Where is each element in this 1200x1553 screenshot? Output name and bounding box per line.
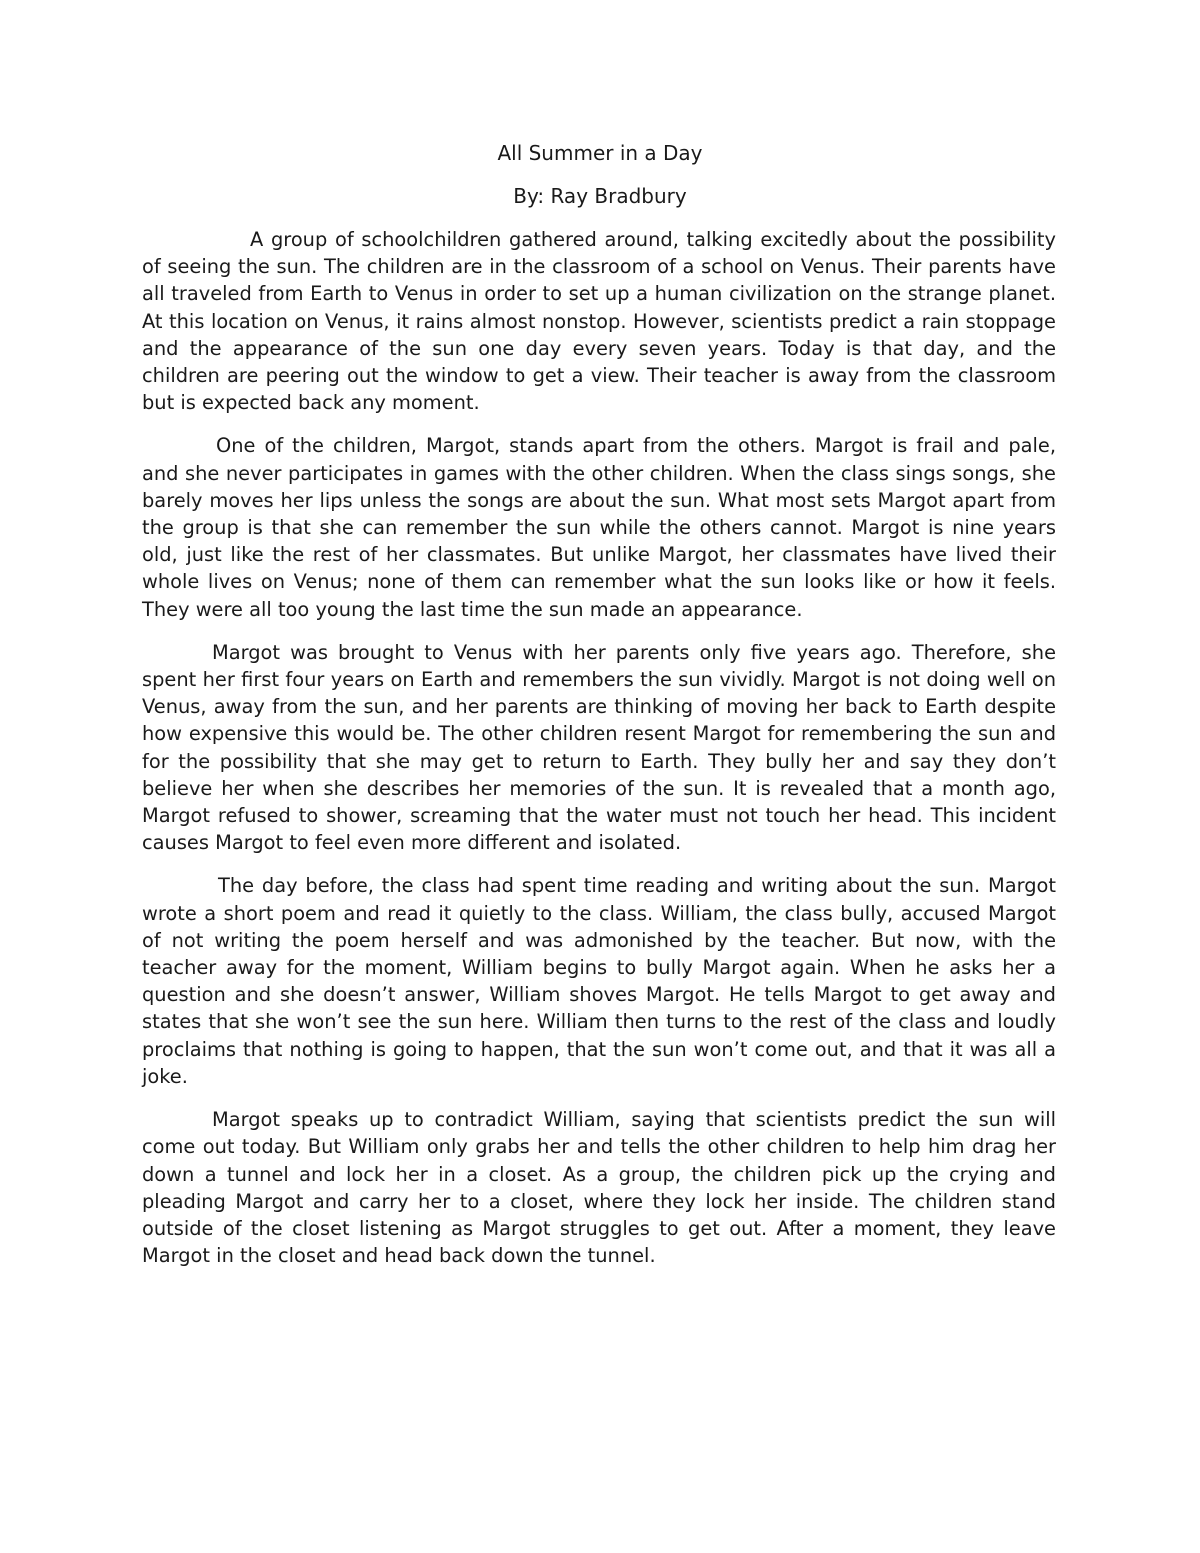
paragraph-3: Margot was brought to Venus with her parents only five years ago. Therefore, she spent her first four years on Earth and remembers the sun vividly. Margot is not doing well on Venus, away from the sun, and her parents are thinking of moving her back to Earth despite how expensive this would be. The other children resent Margot for remembering the sun and for the possibility that she may get to return to Earth. They bully her and say they don’t believe her when she describes her memories of the sun. It is revealed that a month ago, Margot refused to shower, screaming that the water must not touch her head. This incident causes Margot to feel even more different and isolated. [142,640,1056,855]
paragraph-4: The day before, the class had spent time reading and writing about the sun. Margot wrote a short poem and read it quietly to the class. William, the class bully, accused Margot of not writing the poem herself and was admonished by the teacher. But now, with the teacher away for the moment, William begins to bully Margot again. When he asks her a question and she doesn’t answer, William shoves Margot. He tells Margot to get away and states that she won’t see the sun here. William then turns to the rest of the class and loudly proclaims that nothing is going to happen, that the sun won’t come out, and that it was all a joke. [142,874,1056,1088]
paragraph-2: One of the children, Margot, stands apart from the others. Margot is frail and pale, and she never participates in games with the other children. When the class sings songs, she barely moves her lips unless the songs are about the sun. What most sets Margot apart from the group is that she can remember the sun while the others cannot. Margot is nine years old, just like the rest of her classmates. But unlike Margot, her classmates have lived their whole lives on Venus; none of them can remember what the sun looks like or how it feels. They were all too young the last time the sun made an appearance. [142,434,1056,621]
document-title: All Summer in a Day [497,141,703,165]
paragraph-1: A group of schoolchildren gathered around, talking excitedly about the possibility of seeing the sun. The children are in the classroom of a school on Venus. Their parents have all traveled from Earth to Venus in order to set up a human civilization on the strange planet. At this location on Venus, it rains almost nonstop. However, scientists predict a rain stoppage and the appearance of the sun one day every seven years. Today is that day, and the children are peering out the window to get a view. Their teacher is away from the classroom but is expected back any moment. [142,228,1056,415]
paragraph-5: Margot speaks up to contradict William, saying that scientists predict the sun will come out today. But William only grabs her and tells the other children to help him drag her down a tunnel and lock her in a closet. As a group, the children pick up the crying and pleading Margot and carry her to a closet, where they lock her inside. The children stand outside of the closet listening as Margot struggles to get out. After a moment, they leave Margot in the closet and head back down the tunnel. [142,1108,1056,1268]
document-byline: By: Ray Bradbury [513,184,687,208]
document-body [142,226,1056,1285]
